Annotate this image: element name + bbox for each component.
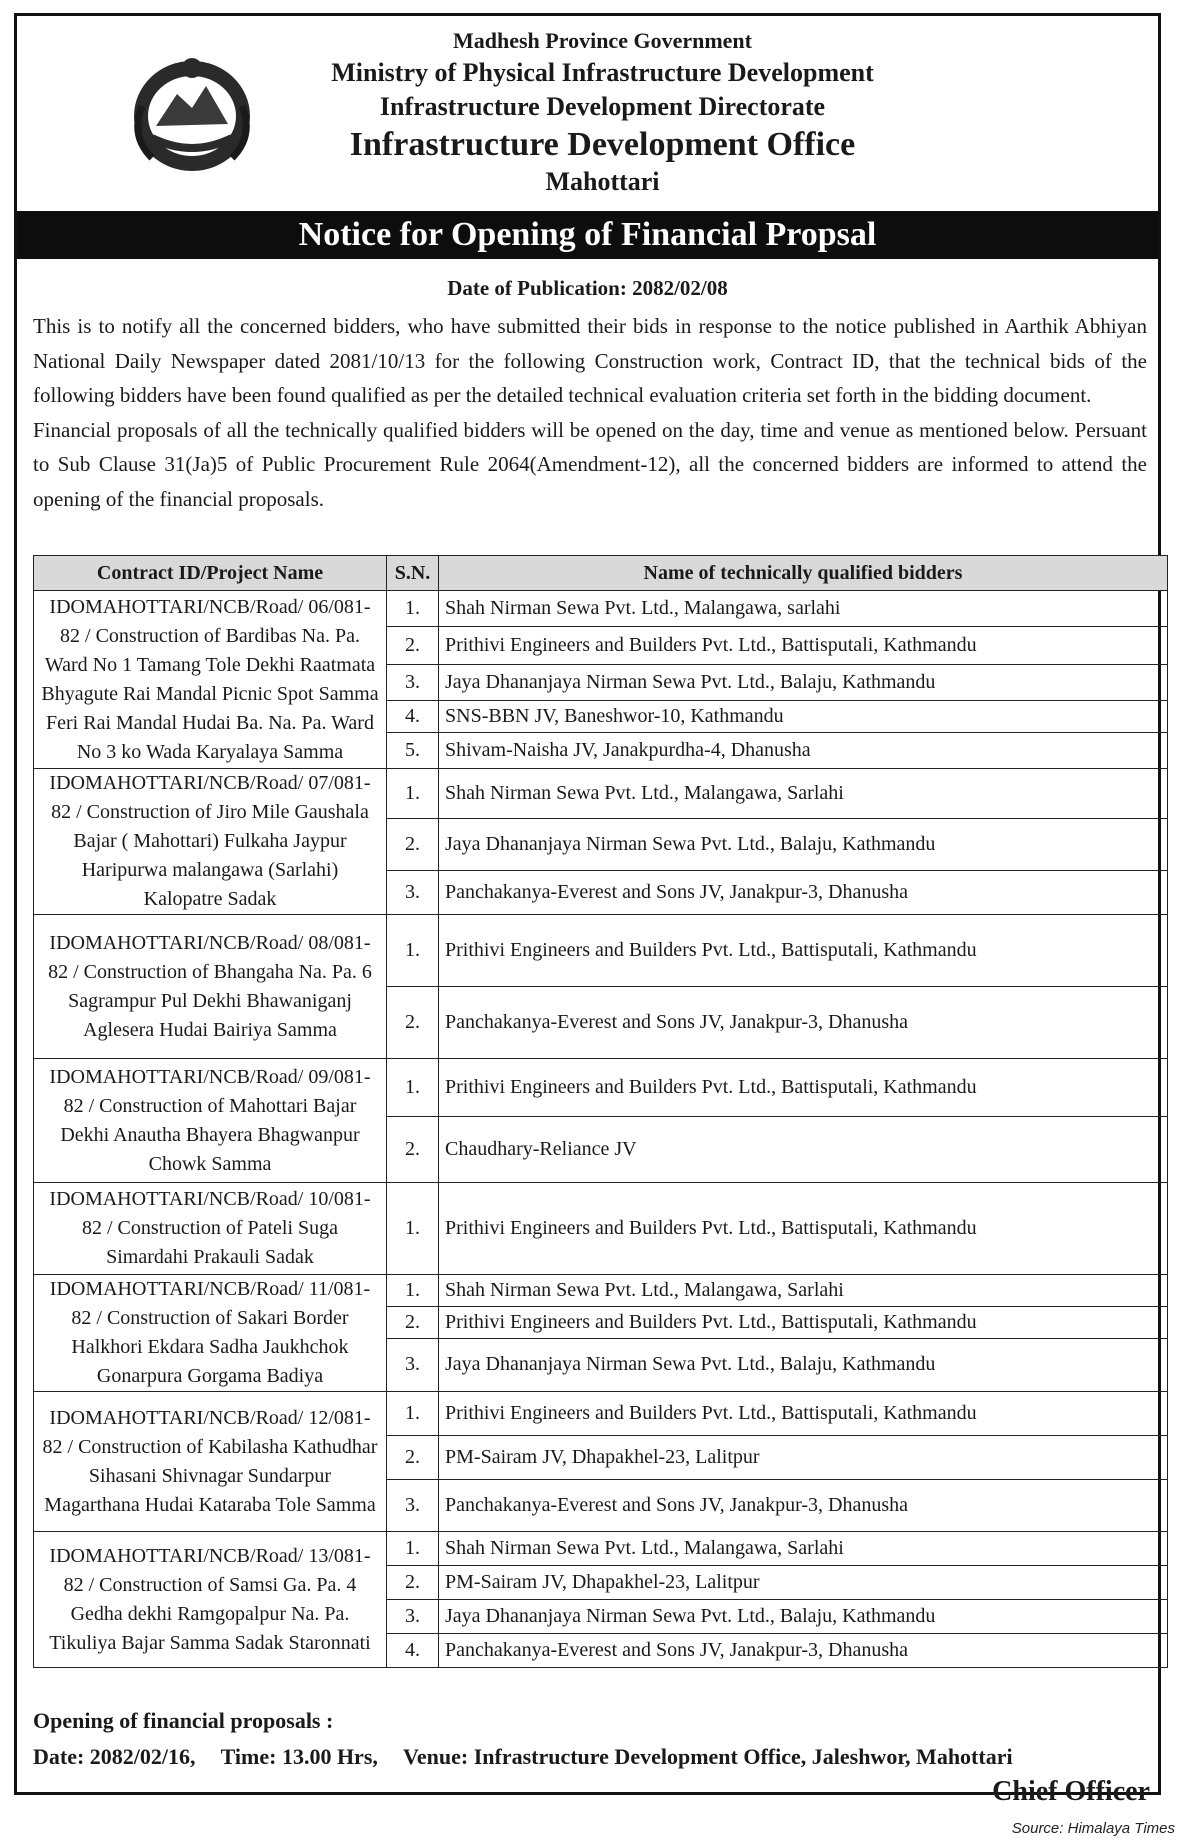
bidder-name-cell: Chaudhary-Reliance JV [439,1117,1168,1183]
opening-label-text: Opening of financial proposals [33,1708,321,1733]
office-name: Infrastructure Development Office [349,126,856,163]
bidder-name-cell: Jaya Dhananjaya Nirman Sewa Pvt. Ltd., Balaju, Kathmandu [439,665,1168,701]
contract-project-cell: IDOMAHOTTARI/NCB/Road/ 09/081-82 / Construction of Mahottari Bajar Dekhi Anautha Bhayera Bhagwanpur Chowk Samma [34,1059,387,1183]
bidder-name-cell: Prithivi Engineers and Builders Pvt. Ltd., Battisputali, Kathmandu [439,1392,1168,1436]
contract-project-cell: IDOMAHOTTARI/NCB/Road/ 11/081-82 / Construction of Sakari Border Halkhori Ekdara Sadha Jaukhchok Gonarpura Gorgama Badiya [34,1275,387,1392]
table-body [34,591,1168,1668]
bidder-name-cell: Prithivi Engineers and Builders Pvt. Ltd., Battisputali, Kathmandu [439,1059,1168,1117]
bidder-sn-cell: 3. [387,1600,439,1634]
bidder-name-cell: Panchakanya-Everest and Sons JV, Janakpur-3, Dhanusha [439,987,1168,1059]
bidder-sn-cell: 2. [387,987,439,1059]
bidder-sn-cell: 3. [387,665,439,701]
bidder-name-cell: Shah Nirman Sewa Pvt. Ltd., Malangawa, Sarlahi [439,1532,1168,1566]
table-row [34,1183,1168,1275]
notice-paragraph-2: Financial proposals of all the technically qualified bidders will be opened on the day, time and venue as mentioned below. Persuant to Sub Clause 31(Ja)5 of Public Procurement Rule 2064(Amendment-12), all the concerned bidders are informed to attend the opening of the financial proposals. [33,417,1147,511]
column-header-contract: Contract ID/Project Name [34,556,387,591]
bidder-sn-cell: 2. [387,1306,439,1338]
bidder-sn-cell: 1. [387,769,439,819]
bidder-name-cell: PM-Sairam JV, Dhapakhel-23, Lalitpur [439,1436,1168,1480]
signatory: Chief Officer [992,1776,1150,1807]
source-credit: Source: Himalaya Times [1011,1820,1175,1837]
opening-time: Time: 13.00 Hrs, [220,1744,378,1769]
column-header-bidders: Name of technically qualified bidders [439,556,1168,591]
bidder-sn-cell: 3. [387,1338,439,1391]
notice-header [17,16,1158,211]
bidder-name-cell: Jaya Dhananjaya Nirman Sewa Pvt. Ltd., Balaju, Kathmandu [439,1600,1168,1634]
contract-project-cell: IDOMAHOTTARI/NCB/Road/ 13/081-82 / Construction of Samsi Ga. Pa. 4 Gedha dekhi Ramgopalpur Na. Pa. Tikuliya Bajar Samma Sadak Staronnati [34,1532,387,1668]
bidder-sn-cell: 3. [387,1480,439,1532]
notice-title: Notice for Opening of Financial Propsal [17,211,1158,259]
bidder-name-cell: Jaya Dhananjaya Nirman Sewa Pvt. Ltd., Balaju, Kathmandu [439,1338,1168,1391]
contract-project-cell: IDOMAHOTTARI/NCB/Road/ 08/081-82 / Construction of Bhangaha Na. Pa. 6 Sagrampur Pul Dekhi Bhawaniganj Aglesera Hudai Bairiya Samma [34,915,387,1059]
bidder-sn-cell: 1. [387,1183,439,1275]
bidder-sn-cell: 2. [387,627,439,665]
bidder-name-cell: Prithivi Engineers and Builders Pvt. Ltd., Battisputali, Kathmandu [439,627,1168,665]
bidder-name-cell: PM-Sairam JV, Dhapakhel-23, Lalitpur [439,1566,1168,1600]
bidder-name-cell: SNS-BBN JV, Baneshwor-10, Kathmandu [439,701,1168,733]
bidder-sn-cell: 4. [387,1634,439,1668]
table-row [34,1392,1168,1436]
bidder-name-cell: Shah Nirman Sewa Pvt. Ltd., Malangawa, sarlahi [439,591,1168,627]
table-row [34,1275,1168,1307]
bidder-sn-cell: 1. [387,1392,439,1436]
bidder-sn-cell: 3. [387,871,439,915]
bidder-sn-cell: 1. [387,1532,439,1566]
bidder-name-cell: Panchakanya-Everest and Sons JV, Janakpur-3, Dhanusha [439,1480,1168,1532]
bidder-sn-cell: 5. [387,733,439,769]
notice-paragraph-1: This is to notify all the concerned bidders, who have submitted their bids in response to the notice published in Aarthik Abhiyan National Daily Newspaper dated 2081/10/13 for the following Construction work, Contract ID, that the technical bids of the following bidders have been found qualified as per the detailed technical evaluation criteria set forth in the bidding document. [33,314,1147,407]
contract-project-cell: IDOMAHOTTARI/NCB/Road/ 12/081-82 / Construction of Kabilasha Kathudhar Sihasani Shivnagar Sundarpur Magarthana Hudai Kataraba Tole Samma [34,1392,387,1532]
bidder-sn-cell: 1. [387,1275,439,1307]
opening-label: Opening of financial proposals : [33,1708,334,1733]
directorate-name: Infrastructure Development Directorate [379,92,826,121]
opening-date: Date: 2082/02/16, [33,1744,196,1769]
table-row [34,1059,1168,1117]
contract-project-cell: IDOMAHOTTARI/NCB/Road/ 06/081-82 / Construction of Bardibas Na. Pa. Ward No 1 Tamang Tole Dekhi Raatmata Bhyagute Rai Mandal Picnic Spot Samma Feri Rai Mandal Hudai Ba. Na. Pa. Ward No 3 ko Wada Karyalaya Samma [34,591,387,769]
table-row [34,591,1168,627]
contract-project-cell: IDOMAHOTTARI/NCB/Road/ 10/081-82 / Construction of Pateli Suga Simardahi Prakauli Sadak [34,1183,387,1275]
table-header-row [34,556,1168,591]
table-row [34,769,1168,819]
bidder-sn-cell: 2. [387,1117,439,1183]
bidder-sn-cell: 1. [387,591,439,627]
bidder-name-cell: Jaya Dhananjaya Nirman Sewa Pvt. Ltd., Balaju, Kathmandu [439,819,1168,871]
bidder-sn-cell: 2. [387,819,439,871]
table-row [34,1532,1168,1566]
opening-details [33,1744,1033,1770]
bidder-name-cell: Panchakanya-Everest and Sons JV, Janakpur-3, Dhanusha [439,871,1168,915]
notice-frame [14,13,1161,1807]
contract-project-cell: IDOMAHOTTARI/NCB/Road/ 07/081-82 / Construction of Jiro Mile Gaushala Bajar ( Mahottari) Fulkaha Jaypur Haripurwa malangawa (Sarlahi) Kalopatre Sadak [34,769,387,915]
bidder-sn-cell: 2. [387,1436,439,1480]
column-header-sn: S.N. [387,556,439,591]
bidder-name-cell: Shah Nirman Sewa Pvt. Ltd., Malangawa, Sarlahi [439,769,1168,819]
bidder-name-cell: Shah Nirman Sewa Pvt. Ltd., Malangawa, Sarlahi [439,1275,1168,1307]
notice-body [33,309,1147,516]
table-row [34,915,1168,987]
bidder-sn-cell: 1. [387,1059,439,1117]
opening-venue: Venue: Infrastructure Development Office, Jaleshwor, Mahottari [403,1744,1013,1769]
bidder-sn-cell: 2. [387,1566,439,1600]
bidder-sn-cell: 1. [387,915,439,987]
bidder-name-cell: Panchakanya-Everest and Sons JV, Janakpur-3, Dhanusha [439,1634,1168,1668]
bidder-name-cell: Prithivi Engineers and Builders Pvt. Ltd., Battisputali, Kathmandu [439,1183,1168,1275]
bidder-sn-cell: 4. [387,701,439,733]
ministry-name: Ministry of Physical Infrastructure Development [331,58,874,87]
bidders-table [33,555,1168,1668]
bidder-name-cell: Shivam-Naisha JV, Janakpurdha-4, Dhanusha [439,733,1168,769]
bidder-name-cell: Prithivi Engineers and Builders Pvt. Ltd., Battisputali, Kathmandu [439,915,1168,987]
bidder-name-cell: Prithivi Engineers and Builders Pvt. Ltd., Battisputali, Kathmandu [439,1306,1168,1338]
government-name: Madhesh Province Government [452,28,752,53]
publication-date: Date of Publication: 2082/02/08 [447,276,728,300]
district-name: Mahottari [545,167,660,196]
